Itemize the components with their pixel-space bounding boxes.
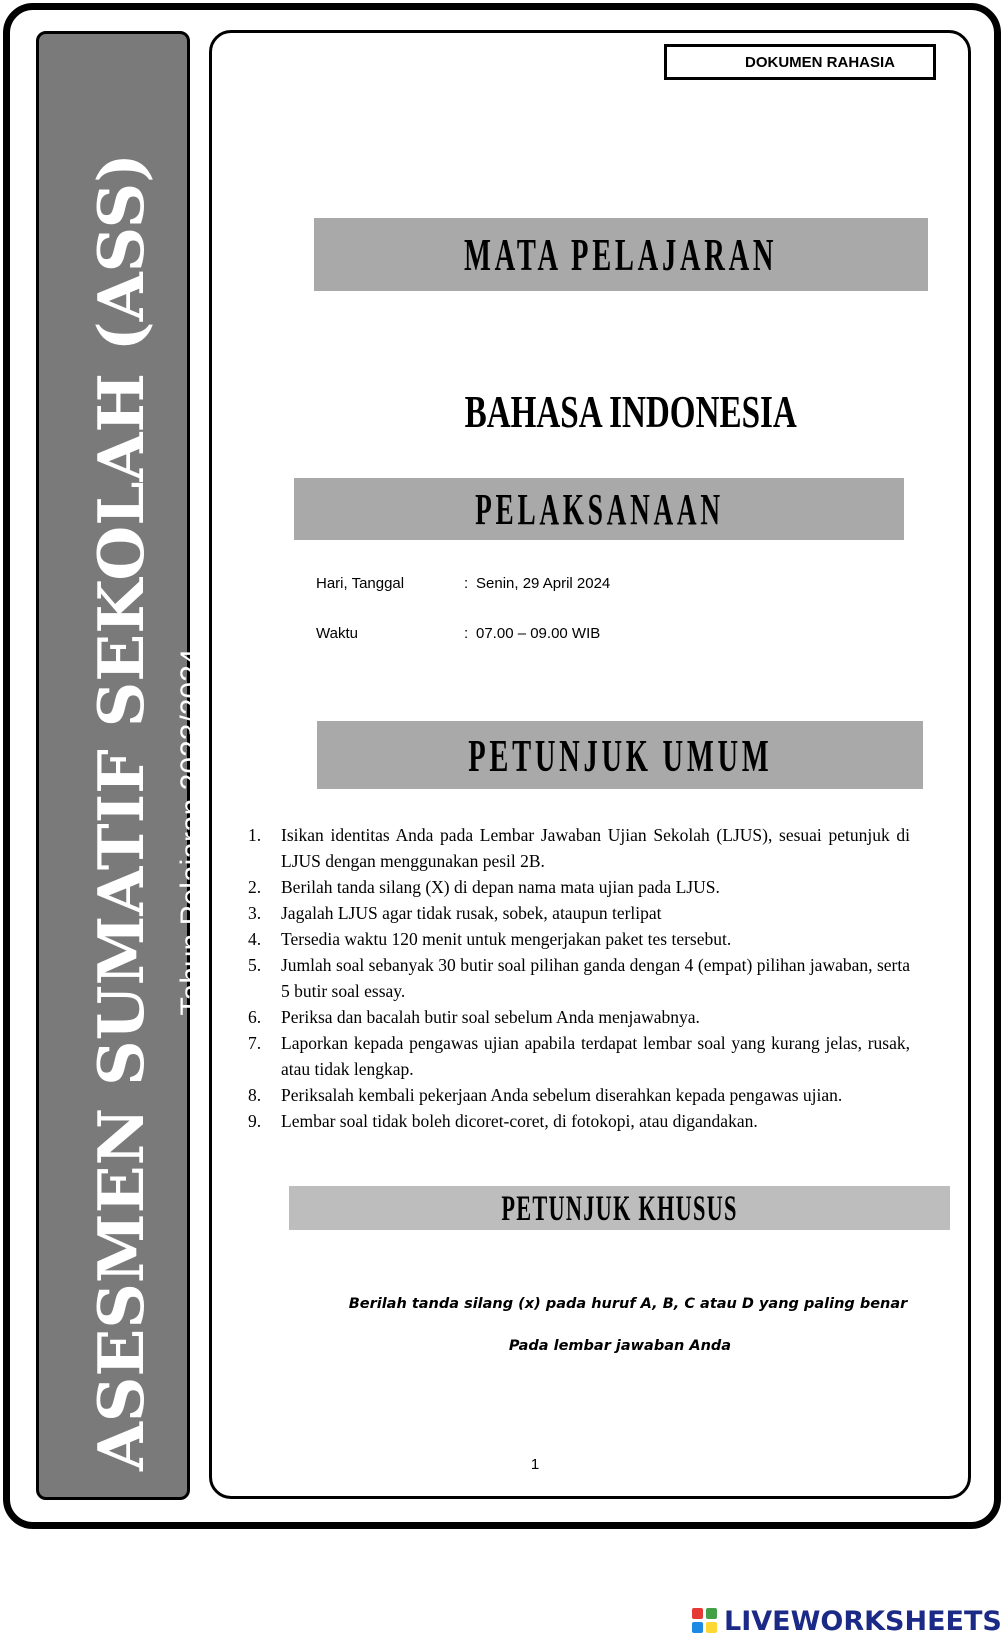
- list-item: 2. Berilah tanda silang (X) di depan nama mata ujian pada LJUS.: [248, 877, 720, 897]
- sidebar-title: ASESMEN SUMATIF SEKOLAH (ASS): [84, 153, 158, 1471]
- list-item: 1. Isikan identitas Anda pada Lembar Jawaban Ujian Sekolah (LJUS), sesuai petunjuk di LJUS dengan menggunakan pesil 2B.: [248, 825, 910, 871]
- schedule-value: Senin, 29 April 2024: [476, 575, 611, 592]
- sidebar-year: Tahun Pelajaran 2023/2024: [175, 648, 208, 1016]
- list-item: 3. Jagalah LJUS agar tidak rusak, sobek, ataupun terlipat: [248, 903, 662, 923]
- special-instruction-line: Berilah tanda silang (x) pada huruf A, B, C atau D yang paling benar: [348, 1296, 908, 1312]
- general-heading-band: [317, 721, 923, 789]
- list-item: 4. Tersedia waktu 120 menit untuk mengerjakan paket tes tersebut.: [248, 929, 732, 949]
- special-heading: PETUNJUK KHUSUS: [501, 1188, 738, 1228]
- sidebar-banner: [36, 31, 208, 1500]
- special-instruction-line: Pada lembar jawaban Anda: [508, 1338, 732, 1354]
- subject-heading-band: [314, 218, 928, 291]
- liveworksheets-brand[interactable]: [692, 1604, 1002, 1638]
- list-item: 8. Periksalah kembali pekerjaan Anda sebelum diserahkan kepada pengawas ujian.: [248, 1085, 843, 1105]
- list-item: 5. Jumlah soal sebanyak 30 butir soal pilihan ganda dengan 4 (empat) pilihan jawaban, serta 5 butir soal essay.: [248, 955, 910, 1001]
- schedule-colon: :: [464, 625, 469, 642]
- general-heading: PETUNJUK UMUM: [467, 729, 773, 781]
- schedule-label: Waktu: [316, 625, 358, 642]
- general-instructions-list: [248, 822, 910, 1134]
- subject-heading: MATA PELAJARAN: [464, 229, 778, 280]
- liveworksheets-wordmark: LIVEWORKSHEETS: [724, 1605, 1002, 1637]
- liveworksheets-logo-icon: [692, 1608, 718, 1634]
- schedule-label: Hari, Tanggal: [316, 575, 405, 592]
- subject-name-wrap: [400, 385, 840, 438]
- special-heading-band: [289, 1186, 950, 1230]
- schedule-colon: :: [464, 575, 469, 592]
- execution-heading-band: [294, 478, 904, 540]
- execution-heading: PELAKSANAAN: [474, 484, 724, 534]
- confidential-badge: DOKUMEN RAHASIA: [664, 44, 936, 80]
- list-item: 7. Laporkan kepada pengawas ujian apabila terdapat lembar soal yang kurang jelas, rusak, atau tidak lengkap.: [248, 1033, 910, 1079]
- subject-name: BAHASA INDONESIA: [464, 386, 797, 437]
- page-number: 1: [530, 1456, 540, 1473]
- schedule-value: 07.00 – 09.00 WIB: [476, 625, 601, 642]
- list-item: 6. Periksa dan bacalah butir soal sebelum Anda menjawabnya.: [248, 1007, 700, 1027]
- list-item: 9. Lembar soal tidak boleh dicoret-coret, di fotokopi, atau digandakan.: [248, 1111, 758, 1131]
